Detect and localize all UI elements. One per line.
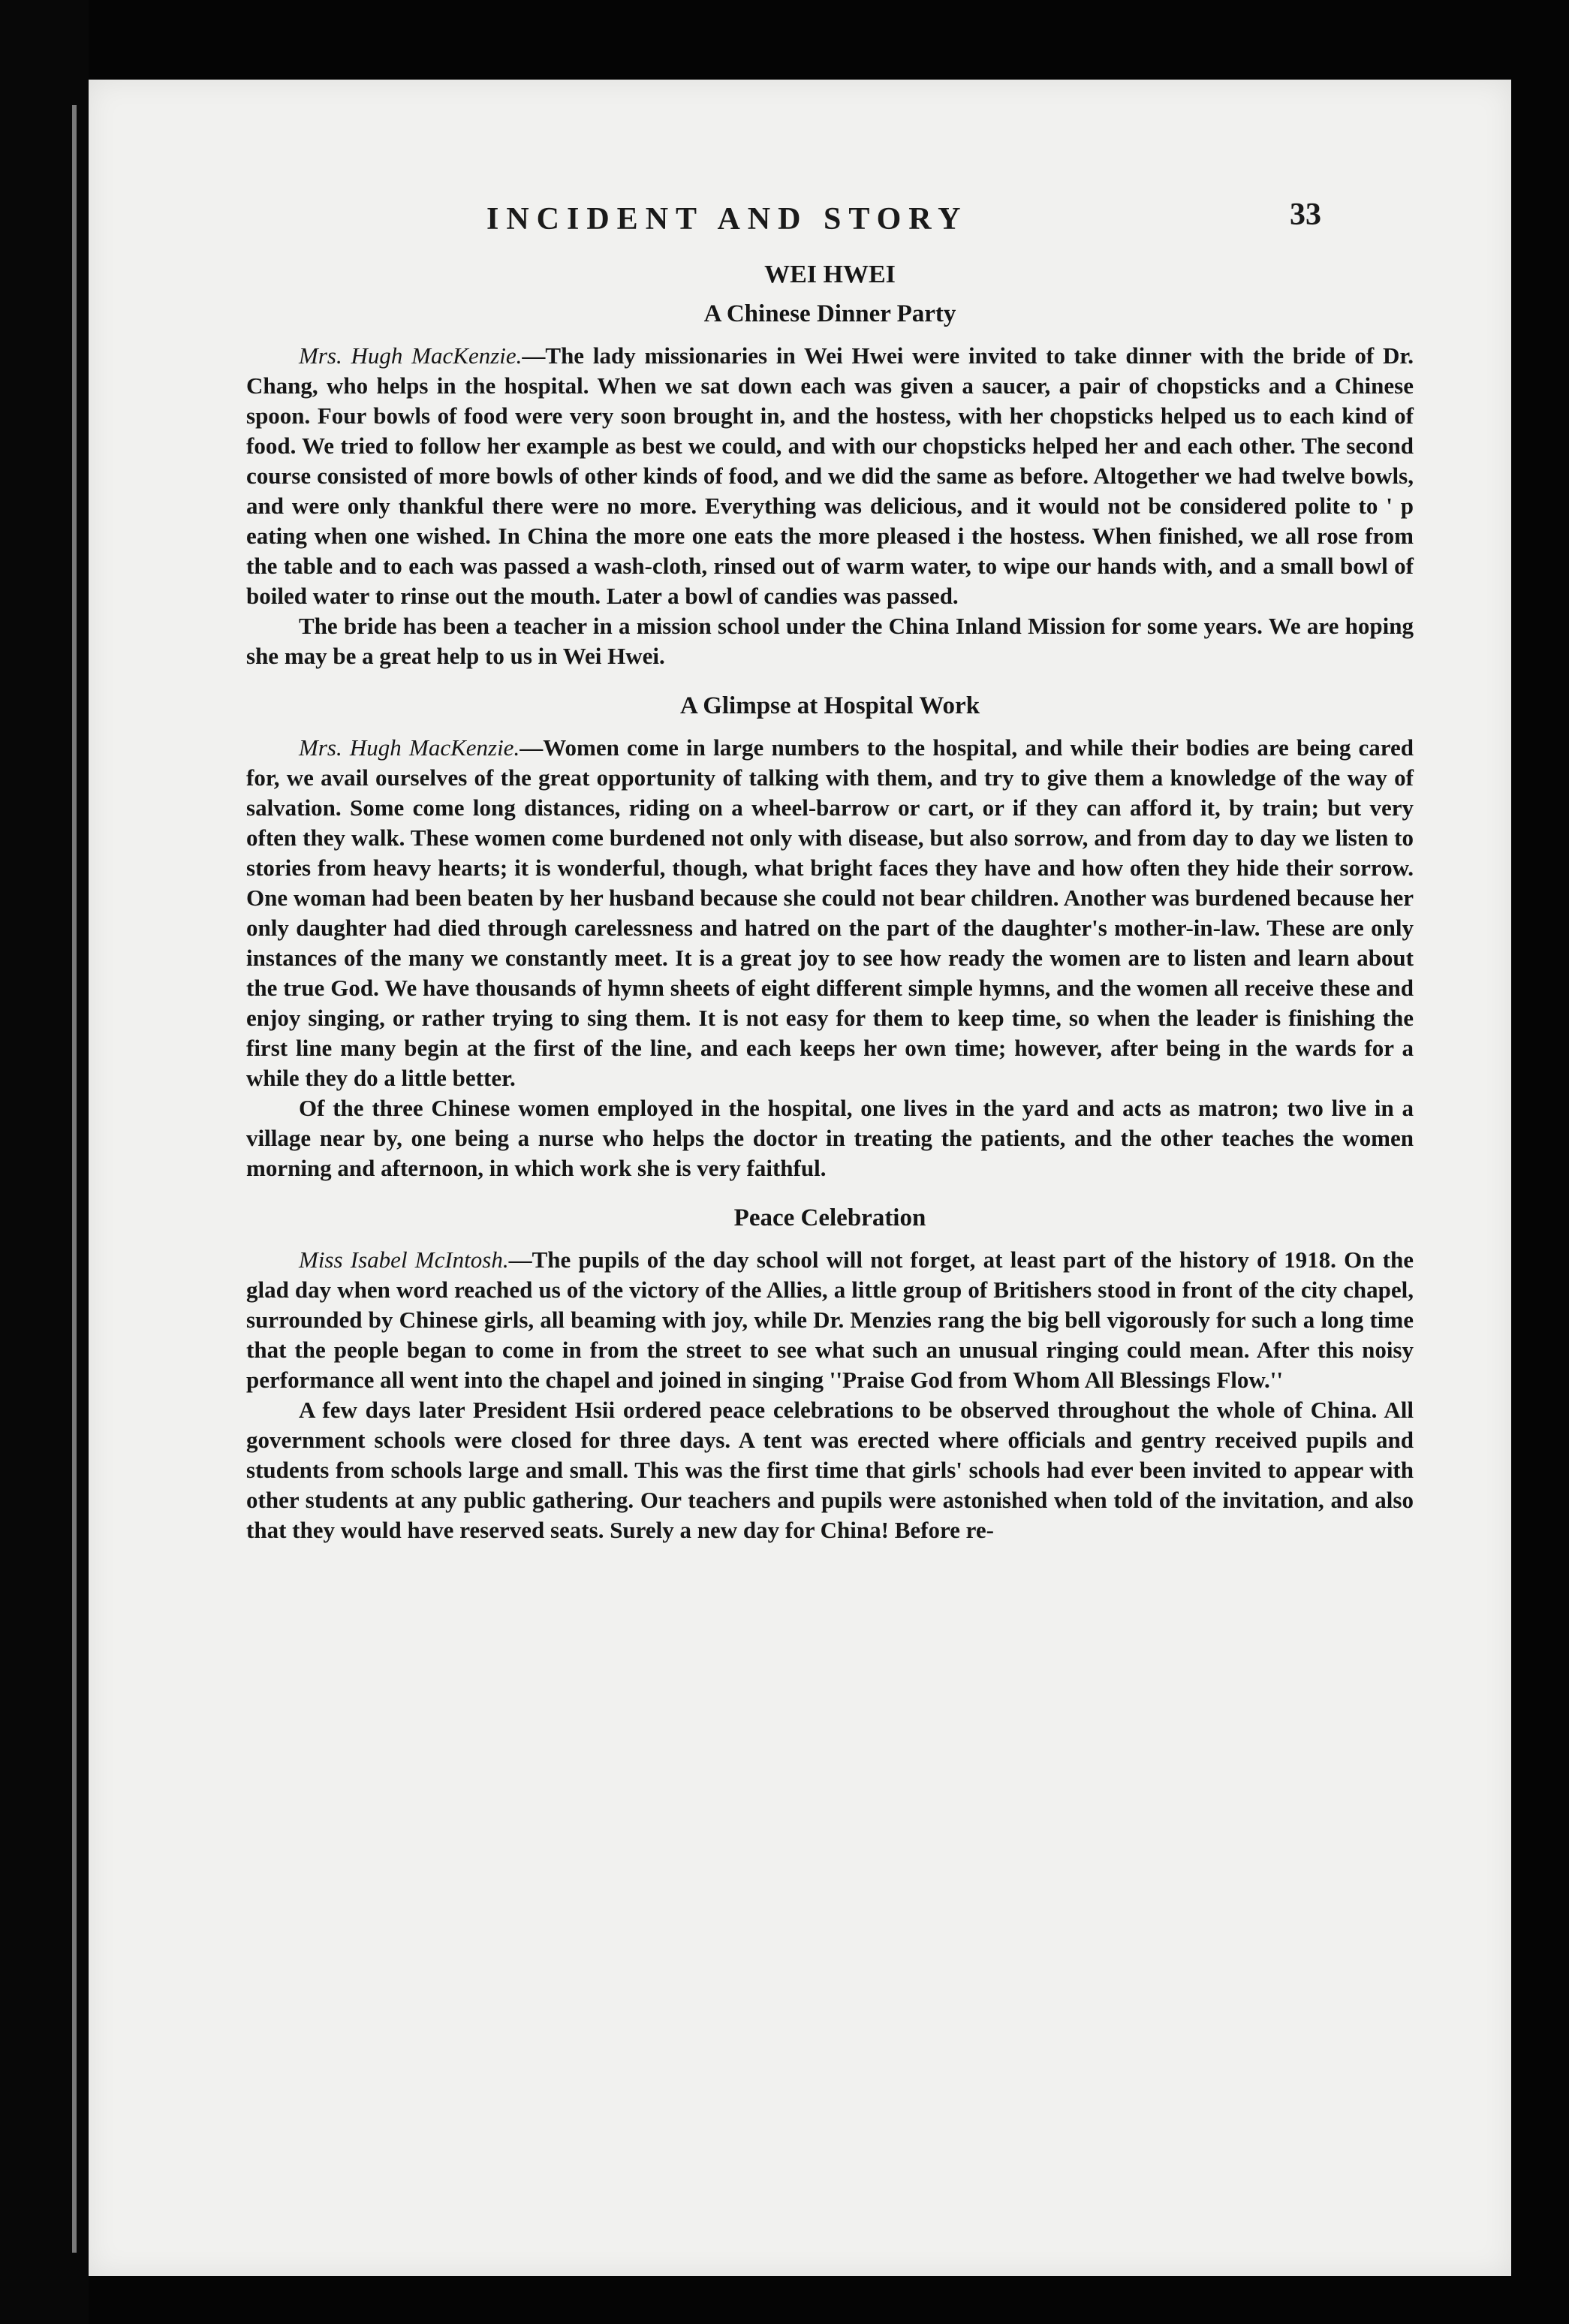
paragraph-text: —Women come in large numbers to the hospital, and while their bodies are being cared for, we avail ourselves of the great opportunity of talking with them, and try to give them a knowledge of the way of salvation. Some come long distances, riding on a wheel-barrow or cart, or if they can afford it, by train; but very often they walk. These women come burdened not only with disease, but also sorrow, and from day to day we listen to stories from heavy hearts; it is wonderful, though, what bright faces they have and how often they hide their sorrow. One woman had been beaten by her husband because she could not bear children. Another was burdened because her only daughter had died through carelessness and hatred on the part of the daughter's mother-in-law. These are only instances of the many we constantly meet. It is a great joy to see how ready the women are to listen and learn about the true God. We have thousands of hymn sheets of eight different simple hymns, and the women all receive these and enjoy singing, or rather trying to sing them. It is not easy for them to keep time, so when the leader is finishing the first line many begin at the first of the line, and each keeps her own time; however, after being in the wards for a while they do a little better.: [246, 734, 1414, 1091]
article-title: Peace Celebration: [733, 1204, 926, 1231]
paragraph: [246, 733, 1414, 1093]
paragraph: [246, 1245, 1414, 1395]
section-title: WEI HWEI: [764, 261, 896, 288]
paragraph: [246, 341, 1414, 611]
page-number: 33: [1290, 197, 1321, 232]
paragraph-text: —The pupils of the day school will not forget, at least part of the history of 1918. On the glad day when word reached us of the victory of the Allies, a little group of Britishers stood in front of the city chapel, surrounded by Chinese girls, all beaming with joy, while Dr. Menzies rang the big bell vigorously for such a long time that the people began to come in from the street to see what such an unusual ringing could mean. After this noisy performance all went into the chapel and joined in singing ''Praise God from Whom All Blessings Flow.'': [246, 1246, 1414, 1393]
paragraph: [246, 1093, 1414, 1183]
paragraph-text: A few days later President Hsii ordered peace celebrations to be observed throughout the whole of China. All government schools were closed for three days. A tent was erected where officials and gentry received pupils and students from schools large and small. This was the first time that girls' schools had ever been invited to appear with other students at any public gathering. Our teachers and pupils were astonished when told of the invitation, and also that they would have reserved seats. Surely a new day for China! Before re-: [246, 1397, 1414, 1543]
author-name: Mrs. Hugh MacKenzie.: [299, 342, 522, 369]
article-dinner-party: [246, 299, 1414, 671]
article-hospital-work: [246, 691, 1414, 1183]
article-peace-celebration: [246, 1203, 1414, 1545]
article-title: A Chinese Dinner Party: [703, 300, 956, 327]
author-name: Miss Isabel McIntosh.: [299, 1246, 509, 1273]
paragraph: [246, 1395, 1414, 1545]
paragraph-text: The bride has been a teacher in a mission school under the China Inland Mission for some years. We are hoping she may be a great help to us in Wei Hwei.: [246, 613, 1414, 669]
page-header: [89, 197, 1511, 246]
article-title: A Glimpse at Hospital Work: [679, 692, 980, 719]
running-title: INCIDENT AND STORY: [486, 202, 968, 237]
paragraph-text: Of the three Chinese women employed in the hospital, one lives in the yard and acts as matron; two live in a village near by, one being a nurse who helps the doctor in treating the patients, and the other teaches the women morning and afternoon, in which work she is very faithful.: [246, 1095, 1414, 1181]
paragraph-text: —The lady missionaries in Wei Hwei were invited to take dinner with the bride of Dr. Chang, who helps in the hospital. When we sat down each was given a saucer, a pair of chopsticks and a Chinese spoon. Four bowls of food were very soon brought in, and the hostess, with her chopsticks helped us to each kind of food. We tried to follow her example as best we could, and with our chopsticks helped her and each other. The second course consisted of more bowls of other kinds of food, and we did the same as before. Altogether we had twelve bowls, and were only thankful there were no more. Everything was delicious, and it would not be considered polite to ' p eating when one wished. In China the more one eats the more pleased i the hostess. When finished, we all rose from the table and to each was passed a wash-cloth, rinsed out of warm water, to wipe our hands with, and a small bowl of boiled water to rinse out the mouth. Later a bowl of candies was passed.: [246, 342, 1414, 609]
binding-edge: [72, 105, 77, 2253]
page-content: [246, 260, 1414, 1545]
author-name: Mrs. Hugh MacKenzie.: [299, 734, 520, 761]
paragraph: [246, 611, 1414, 671]
book-page: [89, 80, 1511, 2276]
